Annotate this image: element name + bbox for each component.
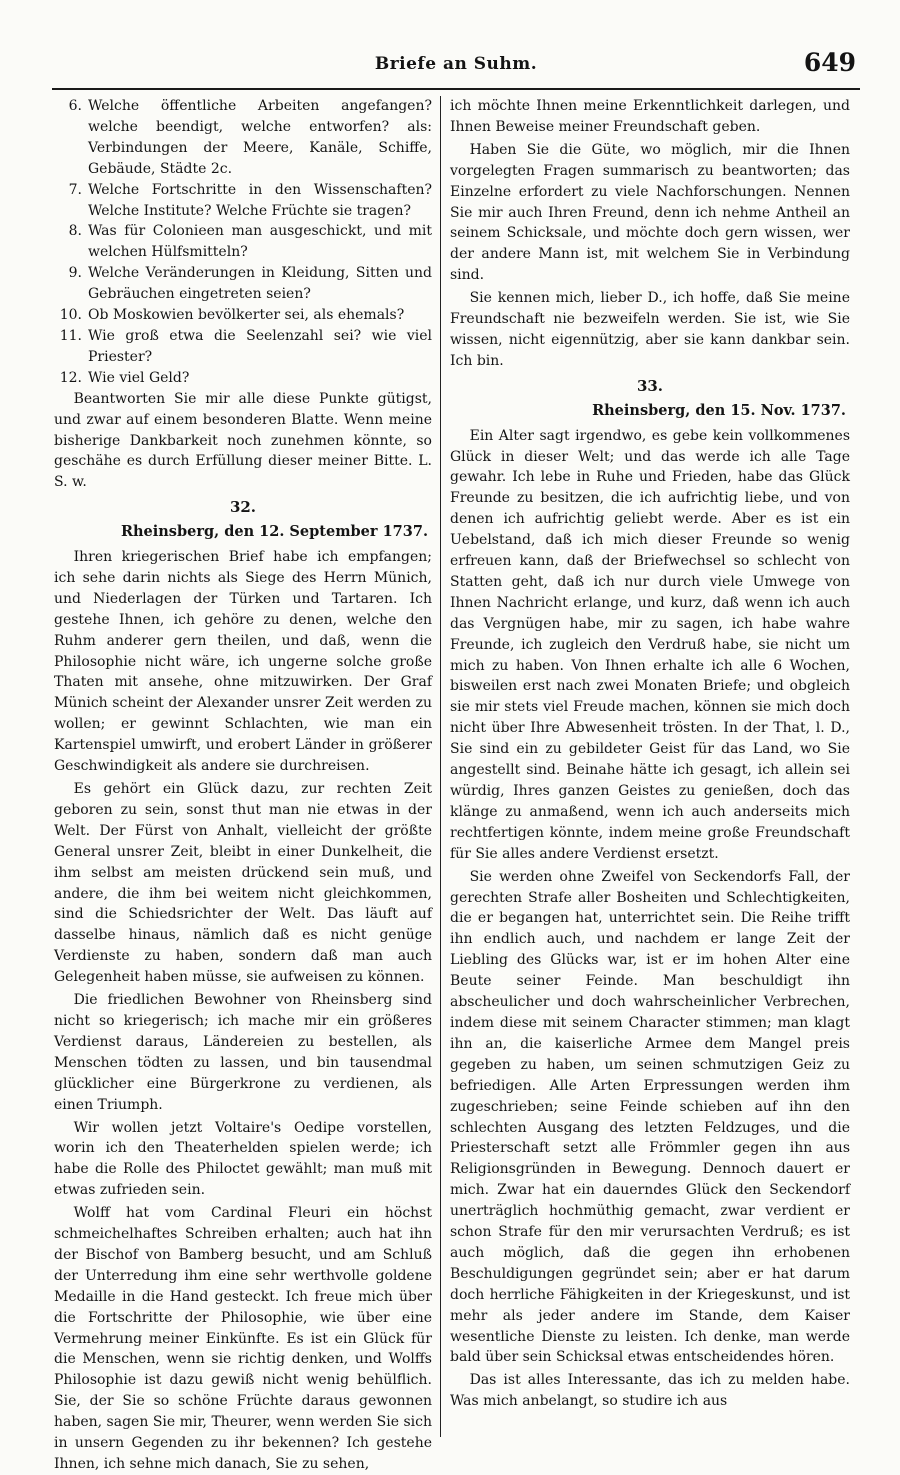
body-paragraph: ich möchte Ihnen meine Erkenntlichkeit darlegen, und Ihnen Beweise meiner Freundschaft geben.	[450, 98, 850, 135]
question-text: Was für Colonieen man ausgeschickt, und mit welchen Hülfsmitteln?	[88, 223, 432, 261]
closing-paragraph: Beantworten Sie mir alle diese Punkte gütigst, und zwar auf einem besonderen Blatte. Wenn meine bisherige Dankbarkeit noch zunehmen könnte, so geschähe es durch Erfüllung dieser meiner Bitte. L. S. w.	[54, 390, 432, 491]
running-title: Briefe an Suhm.	[374, 54, 538, 74]
question-item	[54, 221, 432, 263]
body-paragraph: Haben Sie die Güte, wo möglich, mir die Ihnen vorgelegten Fragen summarisch zu beantworten; das Einzelne erfordert zu viele Nachforschungen. Nennen Sie mir auch Ihren Freund, denn ich nehme Antheil an seinem Schicksale, und möchte doch gern wissen, wer der andere Mann ist, mit welchem Sie in Verbindung sind.	[450, 141, 850, 284]
body-paragraph: Wir wollen jetzt Voltaire's Oedipe vorstellen, worin ich den Theaterhelden spielen werde; ich habe die Rolle des Philoctet gewählt; man muß mit etwas zufrieden sein.	[54, 1119, 432, 1199]
question-text: Ob Moskowien bevölkerter sei, als ehemals?	[88, 307, 405, 324]
question-number: 9.	[68, 265, 82, 282]
question-number: 7.	[68, 181, 82, 198]
body-paragraph: Ein Alter sagt irgendwo, es gebe kein vollkommenes Glück in dieser Welt; und das werde ich alle Tage gewahr. Ich lebe in Ruhe und Frieden, habe das Glück Freunde zu besitzen, die ich aufrichtig liebe, und von denen ich aufrichtig geliebt werde. Aber es ist ein Uebelstand, daß ich mich dieser Freunde so wenig erfreuen kann, daß der Briefwechsel so schlecht von Statten geht, daß ich nur durch viele Umwege von Ihnen Nachricht erlange, und kurz, daß wenn ich auch das Vergnügen habe, mir zu sagen, ich habe wahre Freunde, ich zugleich den Verdruß habe, sie nicht um mich zu haben. Von Ihnen erhalte ich alle 6 Wochen, bisweilen erst nach zwei Monaten Briefe; und obgleich sie mir stets viel Freude machen, können sie mich doch nicht über Ihre Abwesenheit trösten. In der That, l. D., Sie sind ein zu gebildeter Geist für das Land, wo Sie angestellt sind. Beinahe hätte ich gesagt, ich allein sei würdig, Ihres ganzen Geistes zu genießen, doch das klänge zu anmaßend, wenn ich auch anderseits mich rechtfertigen könnte, indem meine große Freundschaft für Sie alles andere Verdienst ersetzt.	[450, 427, 850, 862]
question-item	[54, 368, 432, 389]
question-text: Wie groß etwa die Seelenzahl sei? wie viel Priester?	[88, 327, 432, 365]
page-number: 649	[803, 48, 856, 77]
question-text: Welche öffentliche Arbeiten angefangen? welche beendigt, welche entworfen? als: Verbindungen der Meere, Kanäle, Schiffe, Gebäude, Städte 2c.	[88, 98, 432, 177]
body-paragraph: Ihren kriegerischen Brief habe ich empfangen; ich sehe darin nichts als Siege des Herrn Münich, und Niederlagen der Türken und Tartaren. Ich gestehe Ihnen, ich gehöre zu denen, welche den Ruhm anderer gern theilen, und daß, wenn die Philosophie nicht wäre, ich ungerne solche große Thaten mit ansehe, ohne mitzuwirken. Der Graf Münich scheint der Alexander unsrer Zeit werden zu wollen; er gewinnt Schlachten, wie man ein Kartenspiel umwirft, und erobert Länder in größerer Geschwindigkeit als andere sie durchreisen.	[54, 549, 432, 775]
question-item	[54, 96, 432, 180]
question-number: 12.	[59, 369, 82, 386]
body-paragraph: Die friedlichen Bewohner von Rheinsberg sind nicht so kriegerisch; ich mache mir ein größeres Verdienst daraus, Ländereien zu bestellen, als Menschen tödten zu lassen, und bin tausendmal glücklicher eine Bürgerkrone zu verdienen, als einen Triumph.	[54, 992, 432, 1113]
letter-number: 32.	[229, 498, 257, 517]
body-paragraph: Sie werden ohne Zweifel von Seckendorfs Fall, der gerechten Strafe aller Bosheiten und Schlechtigkeiten, die er begangen hat, unterrichtet sein. Die Reihe trifft ihn endlich auch, und nachdem er lange Zeit der Liebling des Glücks war, ist er im hohen Alter eine Beute seiner Feinde. Man beschuldigt ihn abscheulicher und doch wahrscheinlicher Verbrechen, indem diese mit seinem Character stimmen; man klagt ihn an, die kaiserliche Armee dem Mangel preis gegeben zu haben, um seinen schmutzigen Geiz zu befriedigen. Alle Arten Erpressungen werden ihm zugeschrieben; seine Feinde schieben auf ihn den schlechten Ausgang des letzten Feldzuges, und die Priesterschaft setzt alle Frömmler gegen ihn aus Religionsgründen in Bewegung. Dennoch dauert er mich. Zwar hat ein dauerndes Glück den Seckendorf unerträglich hochmüthig gemacht, zwar verdient er schon Strafe für den mir verursachten Verdruß; es ist auch möglich, daß die gegen ihn erhobenen Beschuldigungen gegründet sein; aber er hat darum doch herrliche Fähigkeiten in der Kriegeskunst, und ist mehr als jeder andere im Stande, dem Kaiser wesentliche Dienste zu leisten. Ich denke, man werde bald über sein Schicksal etwas entscheidendes hören.	[450, 868, 850, 1366]
letter-number: 33.	[636, 376, 664, 395]
question-text: Wie viel Geld?	[88, 369, 190, 386]
question-number: 8.	[68, 223, 82, 240]
question-number: 11.	[59, 327, 82, 344]
question-item	[54, 326, 432, 368]
question-list	[54, 96, 432, 389]
question-item	[54, 180, 432, 222]
left-column	[54, 96, 432, 1472]
question-item	[54, 305, 432, 326]
question-text: Welche Veränderungen in Kleidung, Sitten und Gebräuchen eingetreten seien?	[88, 265, 432, 303]
question-number: 10.	[59, 307, 82, 324]
right-column	[450, 96, 850, 1443]
body-paragraph: Es gehört ein Glück dazu, zur rechten Zeit geboren zu sein, sonst thut man nie etwas in der Welt. Der Fürst von Anhalt, vielleicht der größte General unsrer Zeit, bleibt in einer Dunkelheit, die ihm selbst am meisten drückend sein muß, und andere, die ihm bei weitem nicht gleichkommen, sind die Schiedsrichter der Welt. Das läuft auf dasselbe hinaus, nämlich daß es nicht genüge Verdienste zu haben, sondern daß man auch Gelegenheit haben müsse, sie aufweisen zu können.	[54, 781, 432, 986]
letter-dateline: Rheinsberg, den 15. Nov. 1737.	[592, 401, 846, 419]
page-header	[52, 42, 860, 90]
question-item	[54, 263, 432, 305]
question-text: Welche Fortschritte in den Wissenschaften? Welche Institute? Welche Früchte sie tragen?	[88, 181, 432, 219]
question-number: 6.	[68, 98, 82, 114]
body-paragraph: Wolff hat vom Cardinal Fleuri ein höchst schmeichelhaftes Schreiben erhalten; auch hat ihn der Bischof von Bamberg besucht, und am Schluß der Unterredung ihm eine sehr werthvolle goldene Medaille in die Hand gesteckt. Ich freue mich über die Fortschritte der Philosophie, wie über eine Vermehrung meiner Einkünfte. Es ist ein Glück für die Menschen, wenn sie richtig denken, und Wolffs Philosophie ist dazu gewiß nicht wenig behülflich. Sie, der Sie so schöne Früchte daraus gewonnen haben, sagen Sie mir, Theurer, wenn werden Sie sich in unsern Gegenden zu ihr bekennen? Ich gestehe Ihnen, ich sehne mich danach, Sie zu sehen,	[54, 1205, 432, 1472]
body-paragraph: Sie kennen mich, lieber D., ich hoffe, daß Sie meine Freundschaft nie bezweifeln werden. Sie ist, wie Sie wissen, nicht eigennützig, aber sie kann dankbar sein. Ich bin.	[450, 290, 850, 369]
body-paragraph: Das ist alles Interessante, das ich zu melden habe. Was mich anbelangt, so studire ich aus	[450, 1372, 850, 1410]
letter-dateline: Rheinsberg, den 12. September 1737.	[120, 523, 428, 541]
column-divider	[440, 96, 441, 1437]
